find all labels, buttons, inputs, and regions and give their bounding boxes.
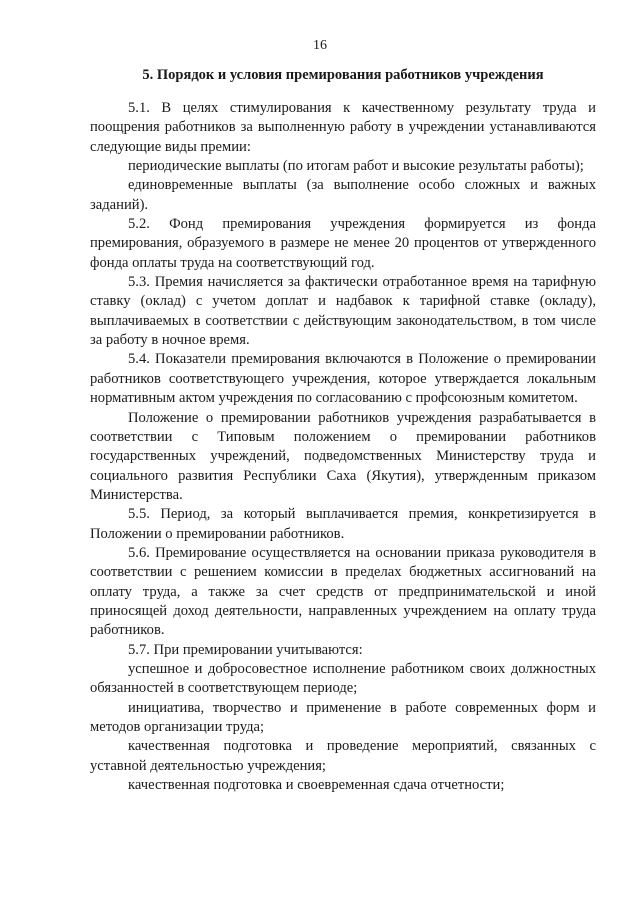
paragraph: 5.4. Показатели премирования включаются в Положение о премировании работников соответствующего учреждения, которое утверждается локальным нормативным актом учреждения по согласованию с профсоюзным комитетом. <box>90 351 596 407</box>
paragraph: 5.1. В целях стимулирования к качественному результату труда и поощрения работников за выполненную работу в учреждении устанавливаются следующие виды премии: <box>90 100 596 155</box>
paragraph: 5.7. При премировании учитываются: <box>128 641 363 658</box>
document-body <box>90 99 596 795</box>
paragraph: 5.5. Период, за который выплачивается премия, конкретизируется в Положении о премировании работников. <box>90 506 596 542</box>
paragraph: 5.6. Премирование осуществляется на основании приказа руководителя в соответствии с решением комиссии в пределах бюджетных ассигнований на оплату труда, а также за счет средств от предпринимательской и иной приносящей доход деятельности, направленных учреждением на оплату труда работников. <box>90 544 596 639</box>
paragraph: инициатива, творчество и применение в работе современных форм и методов организации труда; <box>90 699 596 735</box>
paragraph: 5.3. Премия начисляется за фактически отработанное время на тарифную ставку (оклад) с учетом доплат и надбавок к тарифной ставке (окладу), выплачиваемых в соответствии с действующим законодательством, в том числе за работу в ночное время. <box>90 274 596 349</box>
paragraph: 5.2. Фонд премирования учреждения формируется из фонда премирования, образуемого в размере не менее 20 процентов от утвержденного фонда оплаты труда на соответствующий год. <box>90 216 596 271</box>
page-number: 16 <box>313 38 327 53</box>
paragraph: успешное и добросовестное исполнение работником своих должностных обязанностей в соответствующем периоде; <box>90 660 596 697</box>
paragraph: качественная подготовка и проведение мероприятий, связанных с уставной деятельностью учреждения; <box>90 738 596 774</box>
paragraph: Положение о премировании работников учреждения разрабатывается в соответствии с Типовым положением о премировании работников государственных учреждений, подведомственных Министерству труда и социального развития Республики Саха (Якутия), утвержденным приказом Министерства. <box>90 409 596 503</box>
section-heading: 5. Порядок и условия премирования работников учреждения <box>142 67 544 83</box>
paragraph: единовременные выплаты (за выполнение особо сложных и важных заданий). <box>90 177 596 213</box>
paragraph: качественная подготовка и своевременная сдача отчетности; <box>128 777 505 794</box>
paragraph: периодические выплаты (по итогам работ и высокие результаты работы); <box>128 158 584 175</box>
